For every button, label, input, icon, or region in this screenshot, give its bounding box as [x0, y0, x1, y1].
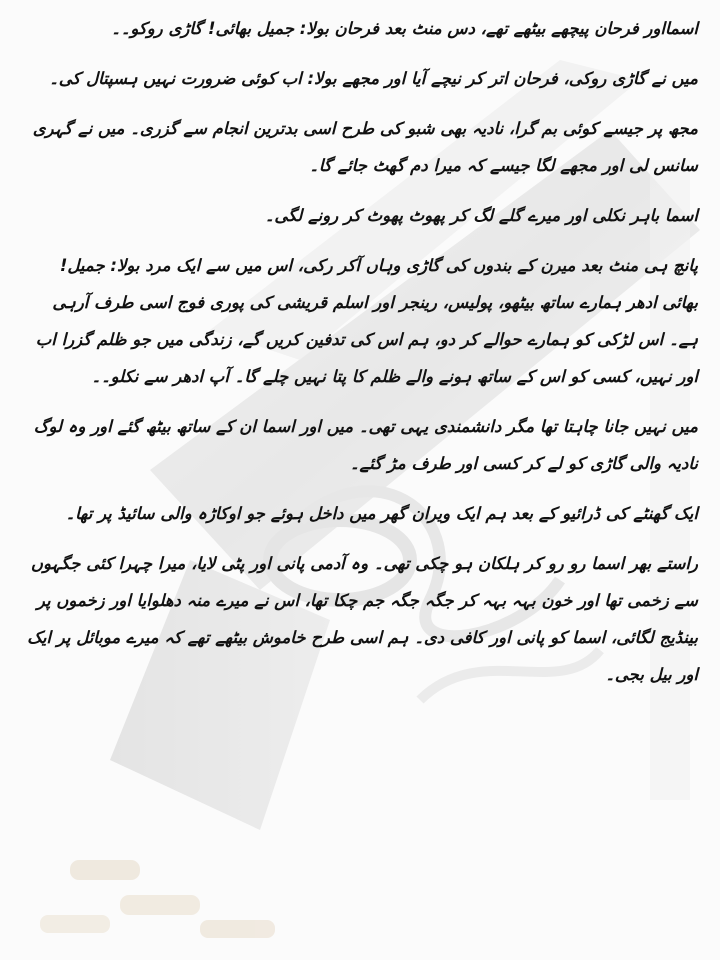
paragraph-2: میں نے گاڑی روکی، فرحان اتر کر نیچے آیا اور مجھے بولا: اب کوئی ضرورت نہیں ہسپتال کی۔	[49, 69, 698, 88]
paragraph-1: اسمااور فرحان پیچھے بیٹھے تھے، دس منٹ بعد فرحان بولا: جمیل بھائی! گاڑی روکو۔۔	[111, 19, 698, 38]
paragraph-7: ایک گھنٹے کی ڈرائیو کے بعد ہم ایک ویران گھر میں داخل ہوئے جو اوکاڑہ والی سائیڈ پر تھا۔	[65, 504, 698, 523]
paragraph-3: مجھ پر جیسے کوئی بم گرا، نادیہ بھی شبو کی طرح اسی بدترین انجام سے گزری۔ میں نے گہری سانس لی اور مجھے لگا جیسے کہ میرا دم گھٹ جائے گا۔	[32, 119, 698, 175]
paragraph-4: اسما باہر نکلی اور میرے گلے لگ کر پھوٹ پھوٹ کر رونے لگی۔	[264, 206, 698, 225]
paragraph-5: پانچ ہی منٹ بعد میرن کے بندوں کی گاڑی وہاں آکر رکی، اس میں سے ایک مرد بولا: جمیل! بھائی ادھر ہمارے ساتھ بیٹھو، پولیس، رینجر اور اسلم قریشی کی پوری فوج اسی طرف آرہی ہے۔ اس لڑکی کو ہمارے حوالے کر دو، ہم اس کی تدفین کریں گے، زندگی میں جو ظلم گزرا اب اور نہیں، کسی کو اس کے ساتھ ہونے والے ظلم کا پتا نہیں چلے گا۔ آپ ادھر سے نکلو۔۔	[35, 256, 698, 386]
bullets-decoration	[40, 860, 275, 938]
story-text-column	[22, 10, 698, 706]
paragraph-8: راستے بھر اسما رو رو کر ہلکان ہو چکی تھی۔ وہ آدمی پانی اور پٹی لایا، میرا چہرا کئی جگہوں سے زخمی تھا اور خون بہہ بہہ کر جگہ جگہ جم چکا تھا، اس نے میرے منہ دھلوایا اور زخموں پر بینڈیج لگائی، اسما کو پانی اور کافی دی۔ ہم اسی طرح خاموش بیٹھے تھے کہ میرے موبائل پر ایک اور بیل بجی۔	[27, 554, 698, 684]
paragraph-6: میں نہیں جانا چاہتا تھا مگر دانشمندی یہی تھی۔ میں اور اسما ان کے ساتھ بیٹھ گئے اور وہ لوگ نادیہ والی گاڑی کو لے کر کسی اور طرف مڑ گئے۔	[33, 417, 698, 473]
